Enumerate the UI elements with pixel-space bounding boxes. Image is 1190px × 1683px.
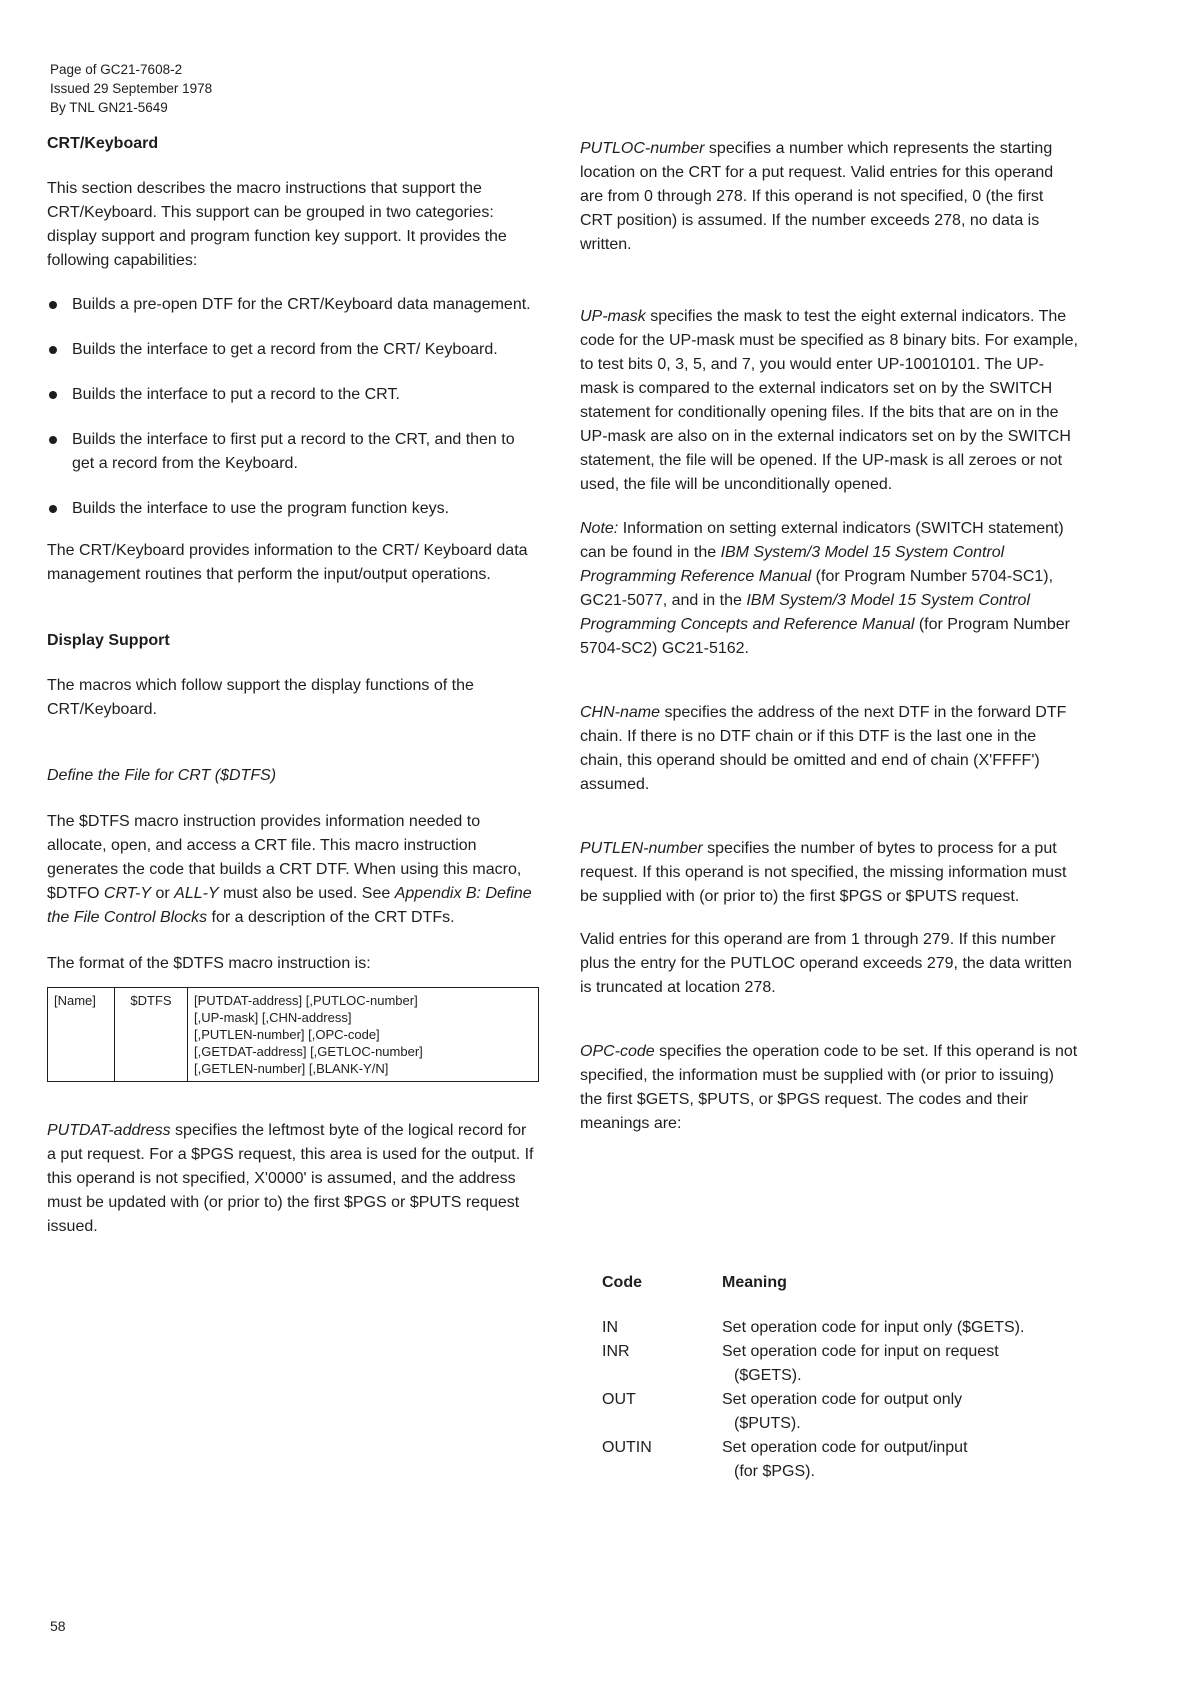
note-paragraph [580,517,1080,661]
note-text-a: Information on setting external indicators (SWITCH statement) can be found in the [580,520,1064,561]
putlen-text: specifies the number of bytes to process for a put request. If this operand is not specified, the missing information must be supplied with (or prior to) the first $PGS or $PUTS request. [580,840,1067,905]
operand-line: [PUTDAT-address] [,PUTLOC-number] [194,993,418,1008]
meaning-line: Set operation code for input on request [722,1343,999,1360]
putdat-term: PUTDAT-address [47,1122,171,1139]
dtfs-paragraph [47,810,537,930]
header-tnl-line: By TNL GN21-5649 [50,100,168,115]
capabilities-list [47,293,537,521]
table-row [602,1388,1102,1436]
intro-paragraph: This section describes the macro instructions that support the CRT/Keyboard. This support can be grouped in two categories: display support and program function key support. It provides the following capabilities: [47,180,507,269]
manual-reference-1: IBM System/3 Model 15 System Control Programming Reference Manual [580,544,1005,585]
table-row [48,988,539,1082]
meaning-line: Set operation code for input only ($GETS). [722,1319,1025,1336]
meaning-line: Set operation code for output/input [722,1439,968,1456]
meaning-cell [722,1316,1102,1340]
chn-paragraph [580,701,1080,797]
putdat-paragraph [47,1119,537,1239]
format-table [47,987,539,1082]
display-support-heading: Display Support [47,632,170,649]
dtfs-or: or [151,885,175,902]
provides-paragraph: The CRT/Keyboard provides information to the CRT/ Keyboard data management routines that perform the input/output operations. [47,542,528,583]
format-intro: The format of the $DTFS macro instruction is: [47,955,371,972]
crt-y-term: CRT-Y [103,885,152,902]
list-item: Builds the interface to first put a record to the CRT, and then to get a record from the Keyboard. [47,428,537,476]
display-support-paragraph: The macros which follow support the display functions of the CRT/Keyboard. [47,677,474,718]
upmask-text: specifies the mask to test the eight external indicators. The code for the UP-mask must be specified as 8 binary bits. For example, to test bits 0, 3, 5, and 7, you would enter UP-10010101. The UP-mask is compared to the external indicators set on by the SWITCH statement for conditionally opening files. If the bits that are on in the UP-mask are also on in the external indicators set on by the SWITCH statement, the file will be opened. If the UP-mask is all zeroes or not used, the file will be unconditionally opened. [580,308,1078,493]
all-y-term: ALL-Y [174,885,219,902]
meaning-line: (for $PGS). [734,1463,815,1480]
table-row [602,1316,1102,1340]
header-page-line: Page of GC21-7608-2 [50,62,183,77]
meaning-line: ($GETS). [734,1367,802,1384]
chn-term: CHN-name [580,704,661,721]
list-item: Builds the interface to get a record from the CRT/ Keyboard. [47,338,537,362]
operands-cell [188,988,539,1082]
meaning-column-header: Meaning [722,1274,787,1291]
upmask-paragraph [580,305,1080,497]
operation-cell: $DTFS [115,988,188,1082]
opc-text: specifies the operation code to be set. If this operand is not specified, the information must be supplied with (or prior to issuing) the first $GETS, $PUTS, or $PGS request. The codes and their meanings are: [580,1043,1078,1132]
list-item: Builds the interface to put a record to the CRT. [47,383,537,407]
meaning-line: ($PUTS). [734,1415,801,1432]
code-cell: INR [602,1343,630,1360]
list-item: Builds a pre-open DTF for the CRT/Keyboard data management. [47,293,537,317]
meaning-cell [722,1388,1102,1436]
valid-entries-paragraph: Valid entries for this operand are from 1 through 279. If this number plus the entry for the PUTLOC operand exceeds 279, the data written is truncated at location 278. [580,931,1072,996]
table-row [602,1340,1102,1388]
putdat-text: specifies the leftmost byte of the logical record for a put request. For a $PGS request, this area is used for the output. If this operand is not specified, X'0000' is assumed, and the address must be updated with (or prior to) the first $PGS or $PUTS request issued. [47,1122,534,1235]
note-text-b: (for Program Number 5704-SC1), GC21-5077, and in the [580,568,1054,609]
meaning-cell [722,1340,1102,1388]
dtfs-text-b: must also be used. See [218,885,395,902]
operand-line: [,GETLEN-number] [,BLANK-Y/N] [194,1061,389,1076]
page-number: 58 [50,1618,66,1634]
manual-reference-2: IBM System/3 Model 15 System Control Programming Concepts and Reference Manual [580,592,1030,633]
code-cell: OUT [602,1391,636,1408]
note-text-c: (for Program Number 5704-SC2) GC21-5162. [580,616,1070,657]
codes-header-row [602,1271,1102,1295]
left-column [47,132,537,1239]
header-issued-line: Issued 29 September 1978 [50,81,213,96]
putloc-text: specifies a number which represents the starting location on the CRT for a put request. Valid entries for this operand are from 0 through 278. If this operand is not specified, 0 (the first CRT position) is assumed. If the number exceeds 278, no data is written. [580,140,1054,253]
dtfs-text-c: for a description of the CRT DTFs. [207,909,455,926]
meaning-cell [722,1436,1102,1484]
name-cell: [Name] [48,988,115,1082]
dtfs-text-a: The $DTFS macro instruction provides information needed to allocate, open, and access a CRT file. This macro instruction generates the code that builds a CRT DTF. When using this macro, $DTFO [47,813,522,902]
opc-paragraph [580,1040,1080,1136]
chn-text: specifies the address of the next DTF in the forward DTF chain. If there is no DTF chain or if this DTF is the last one in the chain, this operand should be omitted and end of chain (X'FFFF') assumed. [580,704,1067,793]
opc-term: OPC-code [580,1043,655,1060]
putloc-paragraph [580,137,1080,257]
code-cell: OUTIN [602,1439,652,1456]
upmask-term: UP-mask [580,308,646,325]
list-item: Builds the interface to use the program function keys. [47,497,537,521]
code-column-header: Code [602,1274,642,1291]
appendix-reference: Appendix B: Define the File Control Blocks [47,885,532,926]
codes-table [602,1271,1102,1484]
putlen-term: PUTLEN-number [580,840,703,857]
table-row [602,1436,1102,1484]
operand-line: [,GETDAT-address] [,GETLOC-number] [194,1044,423,1059]
meaning-line: Set operation code for output only [722,1391,963,1408]
putlen-paragraph [580,837,1080,909]
right-column [580,137,1080,1136]
define-file-heading: Define the File for CRT ($DTFS) [47,767,277,784]
operand-line: [,UP-mask] [,CHN-address] [194,1010,352,1025]
putloc-term: PUTLOC-number [580,140,705,157]
code-cell: IN [602,1319,618,1336]
page-header [50,60,212,117]
operand-line: [,PUTLEN-number] [,OPC-code] [194,1027,380,1042]
note-label: Note: [580,520,619,537]
section-heading: CRT/Keyboard [47,135,159,152]
